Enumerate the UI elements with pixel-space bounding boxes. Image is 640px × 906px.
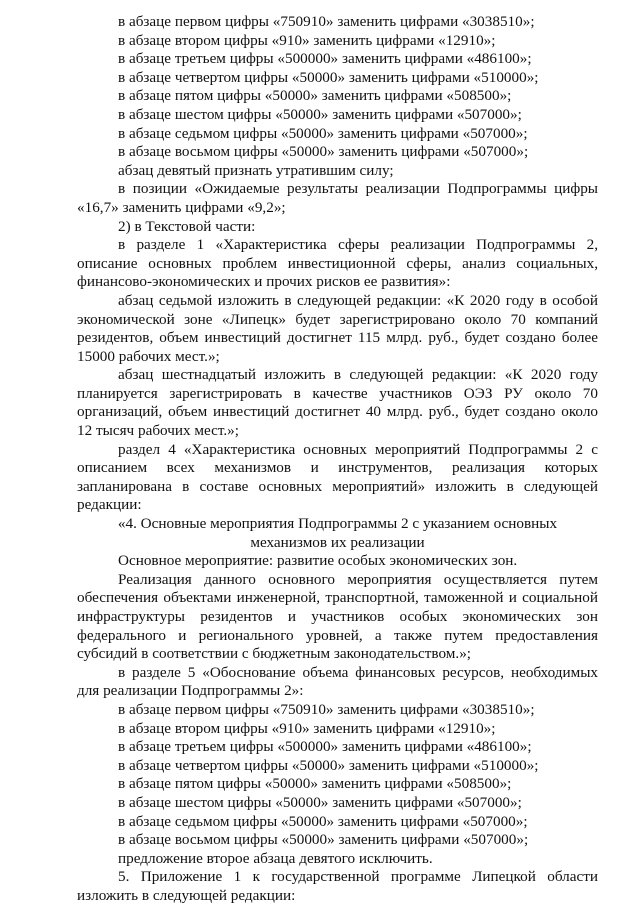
amendment-line: в абзаце шестом цифры «50000» заменить цифрами «507000»; [118,793,522,811]
paragraph-section-5: в разделе 5 «Обоснование объема финансовых ресурсов, необходимых для реализации Подпрограммы 2»: [77,663,598,700]
paragraph-section-4: раздел 4 «Характеристика основных мероприятий Подпрограммы 2 с описанием всех механизмов и инструментов, реализация которых запланирована в составе основных мероприятий» изложить в следующей редакции: [77,440,598,514]
amendment-line: в абзаце седьмом цифры «50000» заменить цифрами «507000»; [118,812,528,830]
amendment-line: в абзаце восьмом цифры «50000» заменить цифрами «507000»; [118,143,529,161]
amendment-line: в абзаце третьем цифры «500000» заменить цифрами «486100»; [118,50,532,68]
paragraph-appendix: 5. Приложение 1 к государственной программе Липецкой области изложить в следующей редакции: [77,868,598,904]
amendment-list-b [77,701,598,868]
amendment-line: в абзаце первом цифры «750910» заменить цифрами «3038510»; [118,13,535,30]
amendment-line: в абзаце четвертом цифры «50000» заменить цифрами «510000»; [118,68,539,86]
amendment-line: в абзаце четвертом цифры «50000» заменить цифрами «510000»; [118,756,539,774]
amendment-line: в абзаце шестом цифры «50000» заменить цифрами «507000»; [118,105,522,123]
amendment-line: в абзаце седьмом цифры «50000» заменить цифрами «507000»; [118,124,528,142]
paragraph-main-event: Основное мероприятие: развитие особых экономических зон. [118,552,518,570]
amendment-list-a [77,13,598,180]
amendment-line: в абзаце втором цифры «910» заменить цифрами «12910»; [118,31,496,49]
amendment-line: в абзаце втором цифры «910» заменить цифрами «12910»; [118,719,496,737]
amendment-line: в абзаце пятом цифры «50000» заменить цифрами «508500»; [118,87,512,105]
section-heading: «4. Основные мероприятия Подпрограммы 2 с указанием основных механизмов их реализации [117,515,558,551]
paragraph-text-part: 2) в Текстовой части: [118,217,256,235]
paragraph-expected-results: в позиции «Ожидаемые результаты реализации Подпрограммы цифры «16,7» заменить цифрами «9,2»; [77,180,598,216]
amendment-line: предложение второе абзаца девятого исключить. [118,849,433,867]
amendment-line: в абзаце пятом цифры «50000» заменить цифрами «508500»; [118,775,512,793]
paragraph-section-1: в разделе 1 «Характеристика сферы реализации Подпрограммы 2, описание основных проблем инвестиционной сферы, анализ социальных, финансово-экономических и прочих рисков ее развития»: [77,236,598,291]
paragraph-seventh-abzac: абзац седьмой изложить в следующей редакции: «К 2020 году в особой экономической зоне «Липецк» будет зарегистрировано около 70 компаний резидентов, объем инвестиций достигнет 115 млрд. руб., будет создано более 15000 рабочих мест.»; [77,291,598,365]
amendment-line: в абзаце первом цифры «750910» заменить цифрами «3038510»; [118,700,535,718]
paragraph-sixteenth-abzac: абзац шестнадцатый изложить в следующей редакции: «К 2020 году планируется зарегистрировать в качестве участников ОЭЗ РУ около 70 организаций, объем инвестиций достигнет 40 млрд. руб., будет создано около 12 тысяч рабочих мест.»; [77,366,598,440]
paragraph-realization: Реализация данного основного мероприятия осуществляется путем обеспечения объектами инженерной, транспортной, таможенной и социальной инфраструктуры резидентов и участников особых экономических зон федерального и регионального уровней, а также путем предоставления субсидий в соответствии с бюджетным законодательством.»; [77,570,598,663]
amendment-line: в абзаце восьмом цифры «50000» заменить цифрами «507000»; [118,831,529,849]
amendment-line: в абзаце третьем цифры «500000» заменить цифрами «486100»; [118,738,532,756]
amendment-line: абзац девятый признать утратившим силу; [118,161,394,179]
